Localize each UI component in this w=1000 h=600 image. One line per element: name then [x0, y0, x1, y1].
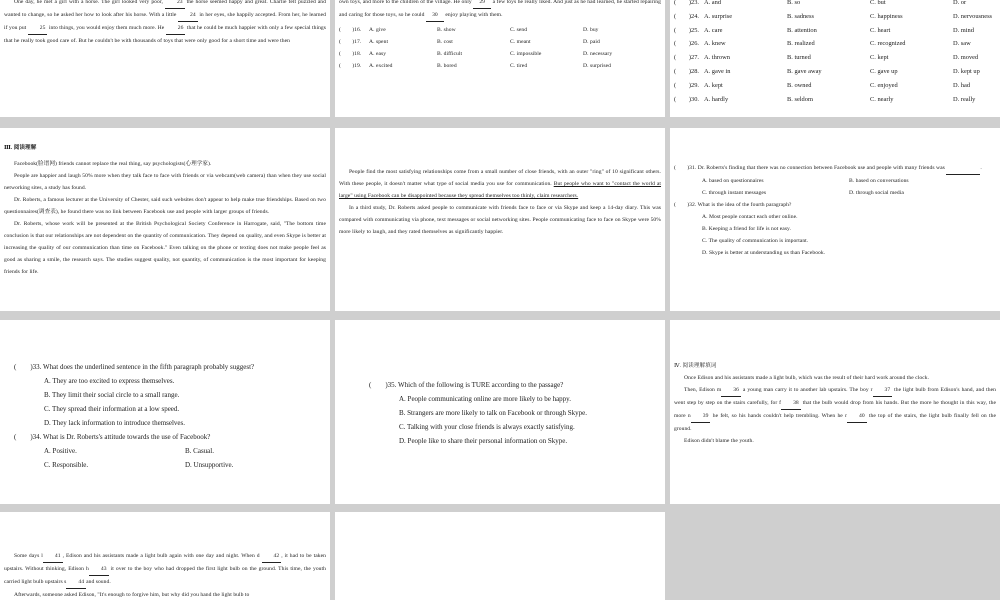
answer-blank-31[interactable] [946, 162, 980, 175]
blank-26[interactable]: 26 [166, 22, 186, 35]
section-heading: Ⅲ. 阅读理解 [4, 145, 37, 151]
cloze-options-panel-a [335, 0, 665, 117]
passage-paragraph-1: Facebook(脸谱网) friends cannot replace the real thing, say psychologists(心理学家). [14, 161, 212, 167]
blank-42[interactable]: 42 [262, 550, 282, 563]
fill-paragraph-3: Edison didn't blame the youth. [684, 438, 754, 444]
story-paragraph: One day, he met a girl with a horse. The girl looked very poor, 23 the horse seemed happy and great. Charlie felt puzzled and wanted to change, so he asked her how to look after his horse. With a little 24 in her eyes, she happily accepted. From her, he learned if you put 25 into things, you would enjoy them much more. He 26 that he could be much happier with only a few special things that he really took good care of. But he couldn't be with thousands of toys that were only good for a short time and were then [4, 0, 326, 47]
option-34-a[interactable]: A. Positive. [44, 447, 77, 455]
option-33-d[interactable]: D. They lack information to introduce themselves. [44, 419, 186, 427]
question-31: ( )31. Dr. Roberts's finding that there was no connection between Facebook use and people with many friends was . [674, 162, 996, 175]
option-32-a[interactable]: A. Most people contact each other online. [702, 214, 798, 220]
option-31-b[interactable]: B. based on conversations [849, 178, 909, 184]
blank-23[interactable]: 23 [165, 0, 185, 9]
question-34: ( )34. What is Dr. Roberts's attitude towards the use of Facebook? [14, 433, 211, 441]
section-heading-4: Ⅳ. 阅读理解填词 [674, 363, 717, 369]
blank-38[interactable]: 38 [781, 397, 801, 410]
option-32-d[interactable]: D. Skype is better at understanding us than Facebook. [702, 250, 826, 256]
option-31-a[interactable]: A. based on questionnaires [702, 178, 764, 184]
question-35: ( )35. Which of the following is TURE according to the passage? [369, 381, 564, 389]
blank-43[interactable]: 43 [89, 563, 109, 576]
fill-paragraph-1: Once Edison and his assistants made a light bulb, which was the result of their hard work around the clock. [684, 375, 930, 381]
option-31-d[interactable]: D. through social media [849, 190, 904, 196]
option-34-d[interactable]: D. Unsupportive. [185, 461, 234, 469]
question-row-18[interactable]: ( )18. A. easy B. difficult C. impossible D. necessary [339, 51, 613, 57]
option-34-c[interactable]: C. Responsible. [44, 461, 89, 469]
option-35-c[interactable]: C. Talking with your close friends is always exactly satisfying. [399, 423, 575, 431]
questions-panel-35 [335, 320, 665, 504]
story-ending: own toys, and more to the children of the village. He only 29 a few toys he really liked. And just as he had learned, he started repairing and caring for those toys, so he could 30 enjoy playing with them. [339, 0, 661, 22]
question-32: ( )32. What is the idea of the fourth paragraph? [674, 202, 792, 208]
option-33-a[interactable]: A. They are too excited to express themselves. [44, 377, 175, 385]
question-row-27[interactable]: ( )27. A. thrown B. turned C. kept D. moved [674, 54, 979, 62]
word-fill-panel-continued [0, 512, 330, 600]
cloze-options-panel-b [670, 0, 1000, 117]
fill-paragraph-4: Some days l 41 , Edison and his assistants made a light bulb again with one day and night. When d 42 , it had to be taken upstairs. Without thinking, Edison h 43 it over to the boy who had dropped the first light bulb on the ground. This time, the youth carried light bulb upstairs s 44 and sound. [4, 550, 326, 589]
option-35-a[interactable]: A. People communicating online are more likely to be happy. [399, 395, 571, 403]
question-row-28[interactable]: ( )28. A. gave in B. gave away C. gave up D. kept up [674, 67, 980, 75]
option-33-b[interactable]: B. They limit their social circle to a small range. [44, 391, 180, 399]
question-row-25[interactable]: ( )25. A. care B. attention C. heart D. mind [674, 26, 974, 34]
blank-29[interactable]: 29 [473, 0, 491, 9]
blank-40[interactable]: 40 [847, 410, 867, 423]
blank-41[interactable]: 41 [43, 550, 63, 563]
question-row-16[interactable]: ( )16. A. give B. show C. send D. buy [339, 27, 599, 33]
question-row-17[interactable]: ( )17. A. spent B. cost C. meant D. paid [339, 39, 600, 45]
questions-panel-31-32 [670, 128, 1000, 311]
question-row-19[interactable]: ( )19. A. excited B. bored C. tired D. surprised [339, 63, 611, 69]
question-row-24[interactable]: ( )24. A. surprise B. sadness C. happiness D. nervousness [674, 12, 993, 20]
option-35-b[interactable]: B. Strangers are more likely to talk on Facebook or through Skype. [399, 409, 587, 417]
blank-30[interactable]: 30 [426, 9, 444, 22]
option-35-d[interactable]: D. People like to share their personal information on Skype. [399, 437, 568, 445]
option-31-c[interactable]: C. through instant messages [702, 190, 767, 196]
blank-24[interactable]: 24 [178, 9, 198, 22]
passage-paragraph-6: In a third study, Dr. Roberts asked people to communicate with friends face to face or via Skype and keep a 14-day diary. This was compared with communicating via phone, text messages or social networking sites. People communicating face to face on Skype were 50% more likely to laugh, and they rated themselves as significantly happier. [339, 205, 661, 235]
empty-panel [335, 512, 665, 600]
fill-paragraph-2: Then, Edison m 36 a young man carry it to another lab upstairs. The boy r 37 the light bulb from Edison's hand, and then went step by step on the stairs carefully, for f 38 that the bulb would drop from his hands. But the more he thought in this way, the more n 39 he felt, so his hands couldn't help trembling. When he r 40 the top of the stairs, the light bulb finally fell on the ground. [674, 384, 996, 435]
question-row-23[interactable]: ( )23. A. and B. so C. but D. or [674, 0, 967, 6]
reading-passage-panel-a [0, 128, 330, 311]
question-row-30[interactable]: ( )30. A. hardly B. seldom C. nearly D. really [674, 95, 976, 103]
option-34-b[interactable]: B. Casual. [185, 447, 214, 455]
fill-paragraph-5: Afterwards, someone asked Edison, "It's enough to forgive him, but why did you hand the light bulb to [14, 592, 250, 598]
blank-36[interactable]: 36 [721, 384, 741, 397]
underlined-sentence: But people who want to "contact the world at large" using Facebook can be disappointed because they spread themselves too thinly, claim researchers. [339, 181, 662, 199]
story-continued-panel [0, 0, 330, 117]
question-33: ( )33. What does the underlined sentence in the fifth paragraph probably suggest? [14, 363, 255, 371]
question-row-26[interactable]: ( )26. A. knew B. realized C. recognized D. saw [674, 40, 971, 48]
blank-39[interactable]: 39 [691, 410, 711, 423]
passage-paragraph-2: People are happier and laugh 50% more when they talk face to face with friends or via webcam(web camera) than when they use social networking sites, a study has found. [4, 173, 326, 191]
reading-passage-panel-b [335, 128, 665, 311]
blank-37[interactable]: 37 [873, 384, 893, 397]
questions-panel-33-34 [0, 320, 330, 504]
option-33-c[interactable]: C. They spread their information at a low speed. [44, 405, 180, 413]
passage-paragraph-4: Dr. Roberts, whose work will be presented at the British Psychological Society Conference in Harrogate, said, "The bottom time conclusion is that our relationships are not dependent on the quantity of communication. They depend on quality, and even Skype is better at increasing the quality of our communication than time on Facebook." Even talking on the phone or texting does not make people feel as good as sharing a smile, the research says. The studies suggest quality, not quantity, of communication is the most important for keeping friends for life. [4, 221, 326, 275]
blank-25[interactable]: 25 [28, 22, 48, 35]
question-row-29[interactable]: ( )29. A. kept B. owned C. enjoyed D. had [674, 81, 971, 89]
passage-paragraph-3: Dr. Roberts, a famous lecturer at the University of Chester, said such websites don't appear to help make true friendships. Based on two questionnaires(调查表), he found there was no link between Facebook use and people with larger groups of friends. [4, 197, 326, 215]
blank-44[interactable]: 44 [66, 576, 86, 589]
option-32-b[interactable]: B. Keeping a friend for life is not easy. [702, 226, 791, 232]
passage-paragraph-5: People find the most satisfying relationships come from a small number of close friends, with an outer "ring" of 10 significant others. With these people, it doesn't matter what type of social media you use for communication. But people who want to "contact the world at large" using Facebook can be disappointed because they spread themselves too thinly, claim researchers. [339, 169, 662, 199]
word-fill-panel [670, 320, 1000, 504]
option-32-c[interactable]: C. The quality of communication is important. [702, 238, 809, 244]
